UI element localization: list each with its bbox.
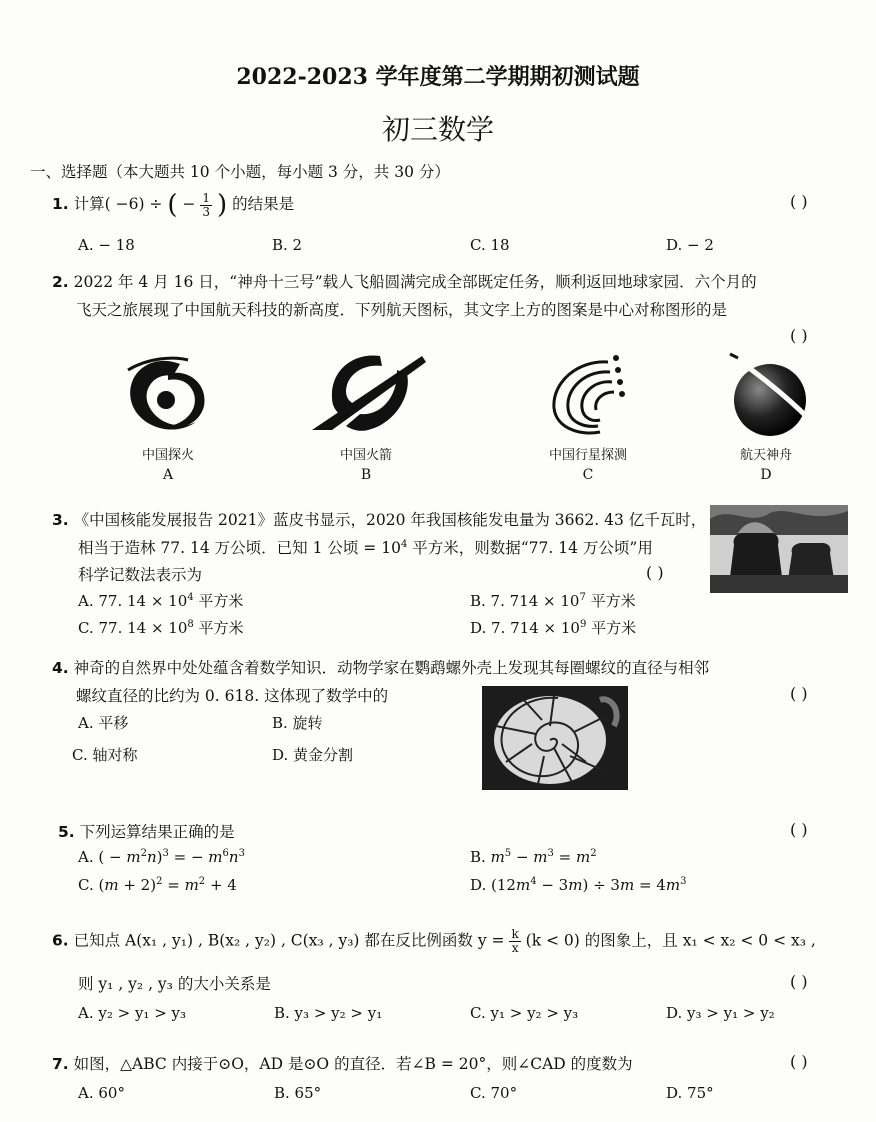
option-a: [78, 590, 243, 611]
question-text: (k < 0) 的图象上，且 x₁ < x₂ < 0 < x₃ ,: [525, 931, 816, 950]
caption-letter: D: [760, 467, 772, 483]
figure-c-caption: [528, 444, 648, 483]
fraction: [200, 192, 212, 219]
text: 平方米: [585, 592, 636, 610]
fraction: [509, 928, 520, 955]
question-text-line: 科学记数法表示为: [78, 566, 203, 584]
question-text: 神奇的自然界中处处蕴含着数学知识．动物学家在鹦鹉螺外壳上发现其每圈螺纹的直径与相邻: [73, 659, 710, 677]
text: A. 77. 14 × 10: [78, 592, 188, 610]
figure-d-caption: [716, 444, 816, 483]
option-d: D. y₃ > y₁ > y₂: [666, 1004, 775, 1022]
question-number: 7.: [52, 1055, 69, 1073]
figure-b-caption: [316, 444, 416, 483]
option-a: A. 平移: [78, 714, 129, 732]
option-c: C. y₁ > y₂ > y₃: [470, 1004, 579, 1022]
option-d: [470, 617, 636, 638]
option-a: A. − 18: [78, 236, 135, 254]
cooling-towers-photo: [710, 505, 848, 593]
answer-paren: ( ): [646, 563, 664, 582]
bracket-close: ): [216, 190, 228, 220]
text: B. 7. 714 × 10: [470, 592, 580, 610]
option-a: A. ( − $m^2n)^3$ = − $m^6n^3$: [78, 848, 245, 866]
option-c: C. 70°: [470, 1084, 518, 1102]
superscript: 4: [400, 538, 408, 550]
question-3: [52, 508, 706, 530]
question-7: [52, 1052, 633, 1074]
text: 平方米: [193, 592, 244, 610]
fraction-sign: −: [182, 195, 196, 213]
answer-paren: ( ): [790, 972, 808, 991]
question-text: 计算( −6) ÷: [73, 195, 163, 213]
subject-title: 初三数学: [381, 113, 494, 146]
option-b: [470, 590, 636, 611]
option-d: D. 75°: [666, 1084, 714, 1102]
question-text: 2022 年 4 月 16 日，“神舟十三号”载人飞船圆满完成全部既定任务，顺利返回地球家园．六个月的: [73, 273, 757, 291]
text: C. 77. 14 × 10: [78, 619, 188, 637]
figure-a-caption: [118, 444, 218, 483]
text: 平方米: [193, 619, 244, 637]
option-b: B. 65°: [274, 1084, 322, 1102]
fraction-numerator: 1: [202, 190, 211, 205]
superscript: 4: [187, 592, 194, 603]
text: 平方米: [586, 619, 637, 637]
answer-paren: ( ): [790, 820, 808, 839]
caption-text: 航天神舟: [739, 448, 792, 463]
question-4: [52, 656, 709, 678]
superscript: 7: [579, 592, 586, 603]
answer-paren: ( ): [790, 1052, 808, 1071]
caption-letter: A: [162, 467, 174, 483]
fraction-denominator: x: [511, 941, 519, 955]
question-number: 5.: [58, 823, 75, 841]
caption-text: 中国探火: [141, 448, 194, 463]
logo-b-icon: [302, 350, 432, 442]
fraction-denominator: 3: [202, 204, 211, 219]
text: 相当于造林 77. 14 万公顷．已知 1 公顷 = 10: [78, 539, 401, 557]
question-number: 1.: [52, 195, 69, 213]
question-text-line: 则 y₁ , y₂ , y₃ 的大小关系是: [78, 975, 271, 993]
caption-text: 中国火箭: [339, 448, 392, 463]
caption-text: 中国行星探测: [548, 448, 627, 463]
nautilus-shell-photo: [482, 686, 628, 790]
question-number: 3.: [52, 511, 69, 529]
logo-c-icon: [538, 350, 638, 440]
option-d: D. $(12m^4 - 3m) \div 3m = 4m^3$: [470, 876, 687, 894]
exam-title: 2022-2023 学年度第二学期期初测试题: [236, 64, 640, 90]
question-text-line: 螺纹直径的比约为 0. 618. 这体现了数学中的: [76, 687, 389, 705]
option-b: B. $m^5 - m^3 = m^2$: [470, 848, 597, 866]
option-a: A. y₂ > y₁ > y₃: [78, 1004, 187, 1022]
question-5: [58, 820, 235, 842]
question-text: 已知点 A(x₁ , y₁) , B(x₂ , y₂) , C(x₃ , y₃) 都在反比例函数 y =: [73, 931, 505, 950]
question-6: [52, 928, 816, 955]
answer-paren: ( ): [790, 192, 808, 211]
question-number: 6.: [52, 931, 69, 950]
caption-letter: B: [360, 467, 372, 483]
option-b: B. 旋转: [272, 714, 323, 732]
logo-a-icon: [118, 352, 218, 442]
option-b: B. 2: [272, 236, 303, 254]
option-c: C. $(m + 2)^2 = m^2 + 4$: [78, 876, 237, 894]
option-c: [78, 617, 244, 638]
superscript: 9: [579, 619, 587, 630]
option-b: B. y₃ > y₂ > y₁: [274, 1004, 383, 1022]
option-a: A. 60°: [78, 1084, 125, 1102]
question-text: 的结果是: [232, 195, 295, 213]
question-text: 下列运算结果正确的是: [79, 823, 235, 841]
question-number: 4.: [52, 659, 69, 677]
question-text-line: 飞天之旅展现了中国航天科技的新高度．下列航天图标，其文字上方的图案是中心对称图形的是: [76, 301, 728, 319]
bracket-open: (: [167, 190, 178, 220]
question-2: [52, 270, 757, 292]
fraction-numerator: k: [511, 927, 519, 941]
text: 平方米，则数据“77. 14 万公顷”用: [407, 539, 653, 557]
answer-paren: ( ): [790, 684, 808, 703]
option-d: D. − 2: [666, 236, 714, 254]
option-d: D. 黄金分割: [272, 746, 354, 764]
logo-d-icon: [726, 352, 816, 442]
caption-letter: C: [582, 467, 594, 483]
option-c: C. 18: [470, 236, 510, 254]
superscript: 8: [187, 619, 194, 630]
question-1: [52, 190, 294, 220]
text: D. 7. 714 × 10: [470, 619, 580, 637]
question-text: 如图，△ABC 内接于⊙O，AD 是⊙O 的直径．若∠B = 20°，则∠CAD 的度数为: [73, 1055, 633, 1073]
question-text-line: [78, 536, 653, 558]
option-c: C. 轴对称: [72, 746, 138, 764]
question-text: 《中国核能发展报告 2021》蓝皮书显示，2020 年我国核能发电量为 3662. 43 亿千瓦时，: [73, 511, 707, 529]
question-number: 2.: [52, 273, 69, 291]
answer-paren: ( ): [790, 326, 808, 345]
section-heading: 一、选择题（本大题共 10 个小题，每小题 3 分，共 30 分）: [30, 163, 450, 181]
